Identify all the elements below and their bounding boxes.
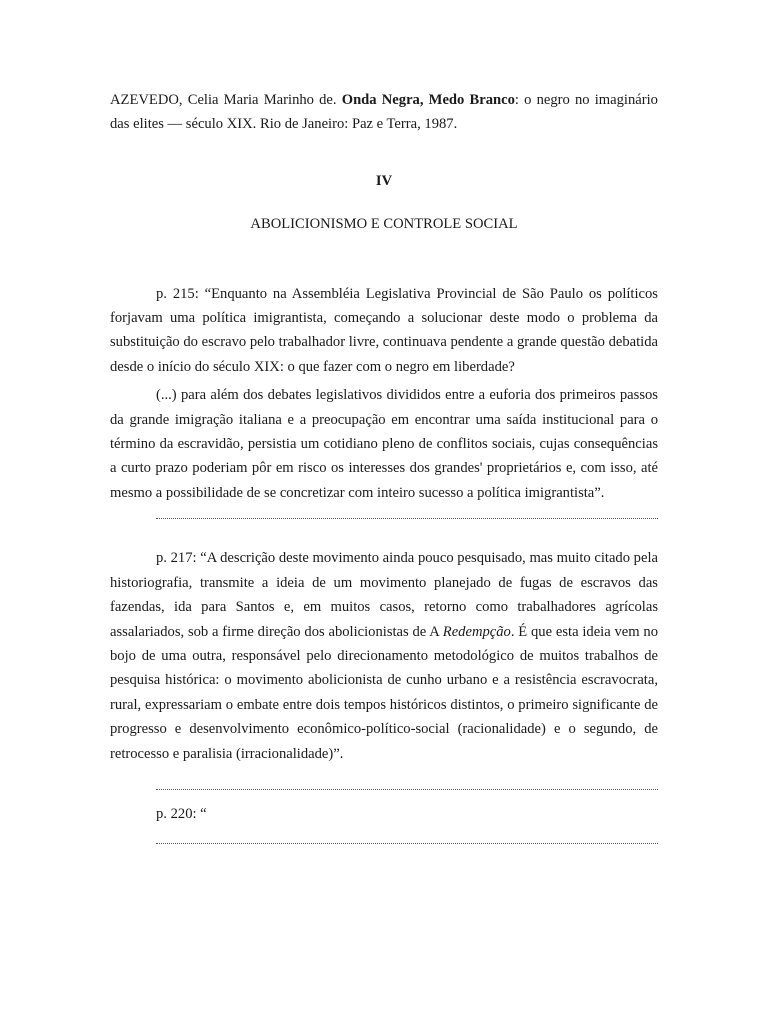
chapter-title: ABOLICIONISMO E CONTROLE SOCIAL	[250, 216, 518, 233]
quote-p215-paragraph-2: (...) para além dos debates legislativos divididos entre a euforia dos primeiros passos da grande imigração italiana e a preocupação em encontrar uma saída institucional para o término da escravidão, persistia um cotidiano pleno de conflitos sociais, cujas consequências a curto prazo poderiam pôr em risco os interesses dos grandes' proprietários e, com isso, até mesmo a possibilidade de se concretizar com inteiro sucesso a política imigrantista”.	[110, 387, 658, 501]
quote-p220-start: p. 220: “	[156, 805, 207, 822]
citation-book-title: Onda Negra, Medo Branco	[341, 92, 515, 108]
quote-p217-text-start: p. 217: “A descrição deste movimento ainda pouco pesquisado, mas muito citado pela historiografia, transmite a ideia de um movimento planejado de fugas de escravos das fazendas, ida para Santos e, em muitos casos, retorno como trabalhadores agrícolas assalariados, sob a firme direção dos abolicionistas de A	[110, 550, 658, 640]
quote-p217-paragraph	[110, 546, 658, 766]
citation-author: AZEVEDO, Celia Maria Marinho de.	[110, 92, 342, 108]
dotted-separator	[156, 517, 658, 519]
newspaper-name-italic: Redempção	[442, 623, 511, 640]
quote-p215-paragraph-1: p. 215: “Enquanto na Assembléia Legislativa Provincial de São Paulo os políticos forjavam uma política imigrantista, começando a solucionar deste modo o problema da substituição do escravo pelo trabalhador livre, continuava pendente a grande questão debatida desde o início do século XIX: o que fazer com o negro em liberdade?	[110, 285, 658, 375]
dotted-separator	[156, 788, 658, 790]
dotted-separator	[156, 842, 658, 844]
citation-details: : o negro no imaginário das elites — século XIX. Rio de Janeiro: Paz e Terra, 1987.	[110, 92, 658, 133]
document-page	[110, 88, 658, 844]
chapter-number: IV	[375, 172, 393, 189]
bibliographic-citation	[110, 88, 658, 137]
quote-p217-text-end: . É que esta ideia vem no bojo de uma outra, responsável pelo direcionamento metodológico de muitos trabalhos de pesquisa histórica: o movimento abolicionista de cunho urbano e a resistência escravocrata, rural, expressariam o embate entre dois tempos históricos distintos, o primeiro significante de progresso e desenvolvimento econômico-político-social (racionalidade) e o segundo, de retrocesso e paralisia (irracionalidade)”.	[110, 623, 658, 762]
